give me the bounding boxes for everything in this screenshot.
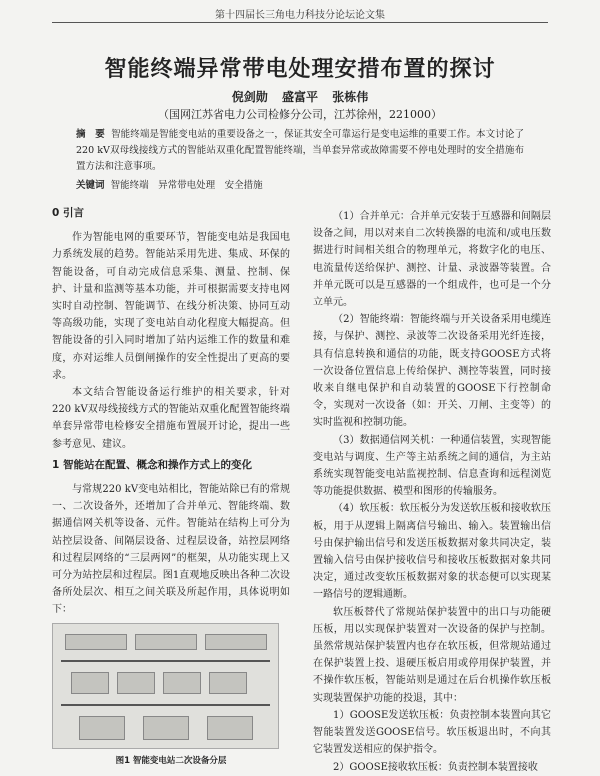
- paragraph: （4）软压板：软压板分为发送软压板和接收软压板，用于从逻辑上隔离信号输出、输入。装置输出信号由保护输出信号和发送压板数据对象共同决定，装置输入信号由保护接收信号和接收压板数据对象共同决定，通过改变软压板数据对象的状态便可以实现某一路信号的逻辑通断。: [313, 503, 551, 601]
- author-list: [0, 88, 600, 105]
- paragraph: 本文结合智能设备运行维护的相关要求，针对220 kV双母线接线方式的智能站双重化配置智能终端单套异常带电检修安全措施布置展开讨论，提出一些参考意见、建议。: [52, 387, 290, 450]
- diagram-block: [117, 672, 155, 694]
- diagram-block: [205, 634, 267, 650]
- paragraph: 2）GOOSE接收软压板：负责控制本装置接收: [333, 761, 538, 773]
- section-heading-introduction: 0 引言: [52, 207, 84, 219]
- paragraph: 软压板替代了常规站保护装置中的出口与功能硬压板，用以实现保护装置对一次设备的保护与控制。虽然常规站保护装置内也存在软压板，但常规站通过在保护装置上投、退硬压板启用或停用保护装置，并不操作软压板，智能站则是通过在后台机操作软压板实现装置保护功能的投退，其中：: [313, 606, 551, 704]
- author: 张栋伟: [332, 90, 369, 104]
- diagram-block: [135, 634, 197, 650]
- diagram-block: [207, 716, 253, 740]
- paper-title: 智能终端异常带电处理安措布置的探讨: [104, 57, 496, 82]
- station-bus-line: [61, 660, 270, 662]
- header-divider: [52, 22, 548, 23]
- left-column: [52, 205, 290, 770]
- diagram-block: [79, 716, 125, 740]
- abstract: [76, 127, 524, 175]
- keywords: [76, 177, 263, 191]
- paragraph: 与常规220 kV变电站相比，智能站除已有的常规一、二次设备外，还增加了合并单元、智能终端、数据通信网关机等设备、元件。智能站在结构上可分为站控层设备、间隔层设备、过程层设备，站控层网络和过程层网络的“三层两网”的框架，从功能实现上又可分为站控层和过程层。图1直观地反映出各种二次设备所处层次、相互之间关联及所起作用，具体说明如下：: [52, 484, 290, 616]
- affiliation: （国网江苏省电力公司检修分公司，江苏徐州，221000）: [158, 108, 442, 121]
- section-heading-1: 1 智能站在配置、概念和操作方式上的变化: [52, 458, 252, 471]
- author: 倪剑勋: [231, 90, 268, 104]
- figure-caption: 图1 智能变电站二次设备分层: [115, 755, 227, 766]
- diagram-block: [209, 672, 247, 694]
- paragraph: 1）GOOSE发送软压板：负责控制本装置向其它智能装置发送GOOSE信号。软压板退出时，不向其它装置发送相应的保护指令。: [313, 709, 551, 756]
- right-column: [313, 208, 551, 776]
- running-header: 第十四届长三角电力科技分论坛论文集: [215, 10, 385, 21]
- diagram-block: [65, 634, 127, 650]
- paragraph: （1）合并单元：合并单元安装于互感器和间隔层设备之间，用以对来自二次转换器的电流和/或电压数据进行时间相关组合的物理单元，将数字化的电压、电流量传送给保护、测控、计量、录波器等装置。合并单元既可以是互感器的一个组成件，也可是一个分立单元。: [313, 211, 551, 309]
- abstract-label: 摘 要: [76, 129, 105, 140]
- diagram-block: [71, 672, 109, 694]
- paragraph: （3）数据通信网关机：一种通信装置，实现智能变电站与调度、生产等主站系统之间的通信，为主站系统实现智能变电站监视控制、信息查询和远程浏览等功能提供数据、模型和图形的传输服务。: [313, 434, 551, 498]
- abstract-text: 智能终端是智能变电站的重要设备之一，保证其安全可靠运行是变电运维的重要工作。本文讨论了220 kV双母线接线方式的智能站双重化配置智能终端，当单套异常或故障需要不停电处理时的安全措施布置方法和注意事项。: [76, 129, 524, 172]
- diagram-block: [143, 716, 189, 740]
- paragraph: （2）智能终端：智能终端与开关设备采用电缆连接，与保护、测控、录波等二次设备采用光纤连接，具有信息转换和通信的功能，既支持GOOSE方式将一次设备位置信息上传给保护、测控等装置，同时接收来自继电保护和自动装置的GOOSE下行控制命令，实现对一次设备（如：开关、刀闸、主变等）的实时监视和控制功能。: [313, 314, 551, 429]
- paragraph: 作为智能电网的重要环节，智能变电站是我国电力系统发展的趋势。智能站采用先进、集成、环保的智能设备，可自动完成信息采集、测量、控制、保护、计量和监测等基本功能，并可根据需要支持电网实时自动控制、智能调节、在线分析决策、协同互动等高级功能，实现了变电站自动化程度大幅提高。但智能设备的引入同时增加了站内运维工作的数量和难度，亦对运维人员倒闸操作的安全性提出了更高的要求。: [52, 232, 290, 381]
- process-bus-line: [61, 704, 270, 706]
- keywords-label: 关键词: [76, 180, 105, 191]
- diagram-block: [163, 672, 201, 694]
- figure-1-diagram: [52, 623, 279, 749]
- keywords-text: 智能终端 异常带电处理 安全措施: [110, 180, 263, 191]
- author: 盛富平: [281, 90, 318, 104]
